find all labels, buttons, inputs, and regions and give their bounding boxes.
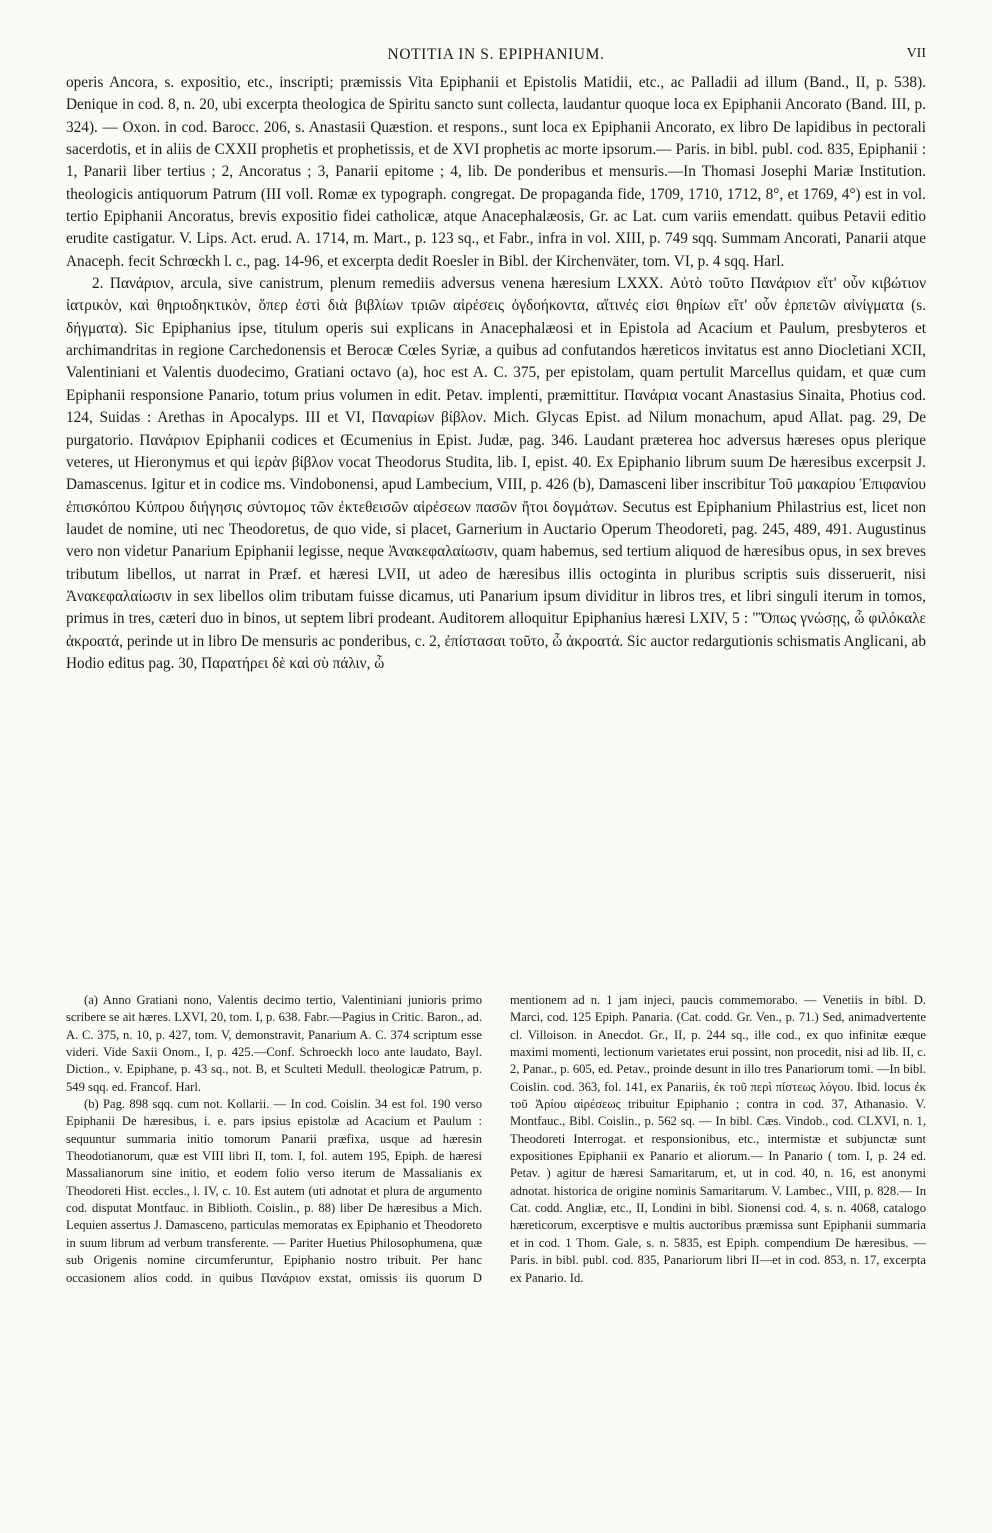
footnote-a: (a) Anno Gratiani nono, Valentis decimo tertio, Valentiniani junioris primo scribere se ait hæres. LXVI, 20, tom. I, p. 638. Fabr.—Pagius in Critic. Baron., ad. A. C. 375, n. 10, p. 427, tom. V, demonstravit, Panarium A. C. 374 scriptum esse videri. Vide Saxii Onom., I, p. 425.—Conf. Schroeckh loco ante laudato, Bayl. Diction., v. Epiphane, p. 43 sq., not. B, et Sculteti Medull. theologicæ Patrum, p. 549 sqq. ed. Francof. Harl. (66, 993, 482, 1094)
main-text (66, 72, 926, 912)
page-number: VII (906, 46, 926, 61)
running-header (66, 46, 926, 70)
running-title: NOTITIA IN S. EPIPHANIUM. (387, 46, 605, 63)
footnotes (66, 992, 926, 1514)
paragraph-2: 2. Πανάριον, arcula, sive canistrum, plenum remediis adversus venena hæresium LXXX. Αὐτὸ τοῦτο Πανάριον εἴτ' οὖν κιβώτιον ἰατρικὸν, καὶ θηριοδηκτικὸν, ὅπερ ἐστὶ διὰ βιβλίων τριῶν αἱρέσεις ὀγδοήκοντα, αἵτινές εἰσι θηρίων εἴτ' οὖν ἑρπετῶν αἰνίγματα (s. δήγματα). Sic Epiphanius ipse, titulum operis sui explicans in Anacephalæosi et in Epistola ad Acacium et Paulum, presbyteros et archimandritas in regione Carchedonensis et Berocæ Cœles Syriæ, a quibus ad confutandos hæreticos invitatus est anno Diocletiani XCII, Valentiniani et Valentis duodecimo, Gratiani octavo (a), hoc est A. C. 375, per epistolam, quam pertulit Marcellus quidam, et quæ cum Epiphanii responsione Panario, totum prius volumen in edit. Petav. implenti, præmittitur. Πανάρια vocant Anastasius Sinaita, Photius cod. 124, Suidas : Arethas in Apocalyps. III et VI, Παναρίων βίβλον. Mich. Glycas Epist. ad Nilum monachum, apud Allat. pag. 29, De purgatorio. Πανάριον Epiphanii codices et Œcumenius in Epist. Judæ, pag. 346. Laudant præterea hoc adversus hæreses opus plerique veteres, ut Hieronymus et qui ἱερὰν βίβλον vocat Theodorus Studita, lib. I, epist. 40. Ex Epiphanio librum suum De hæresibus excerpsit J. Damascenus. Igitur et in codice ms. Vindobonensi, apud Lambecium, VIII, p. 426 (b), Damasceni liber inscribitur Τοῦ μακαρίου Ἐπιφανίου ἐπισκόπου Κύπρου διήγησις σύντομος τῶν ἐκτεθεισῶν αἱρέσεων πασῶν ἤτοι δογμάτων. Secutus est Epiphanium Philastrius est, licet non laudet de nomine, uti nec Theodoretus, de quo vide, si placet, Garnerium in Auctario Operum Theodoreti, pag. 245, 489, 491. Augustinus vero non videtur Panarium Epiphanii legisse, neque Ἀνακεφαλαίωσιν, quam habemus, sed tertium aliquod de hæresibus opus, in sex breves tributum libellos, ut narrat in Præf. et hæresi LVII, ut adeo de hæresibus illis octoginta in pluribus scriptis suis disseruerit, nisi Ἀνακεφαλαίωσιν in sex libellos olim tributam fuisse dicamus, uti Panarium ipsum dividitur in libros tres, et libri singuli iterum in tomos, primus in tres, cæteri duo in binos, ut septem libri prodeant. Auditorem alloquitur Epiphanius hæresi LXIV, 5 : "Ὅπως γνώσῃς, ὦ φιλόκαλε ἀκροατά, perinde ut in libro De mensuris ac ponderibus, c. 2, ἐπίστασαι τοῦτο, ὦ ἀκροατά. Sic auctor redargutionis schismatis Anglicani, ab Hodio editus pag. 30, Παρατήρει δὲ καὶ σὺ πάλιν, ὦ (66, 275, 926, 672)
footnote-b: (b) Pag. 898 sqq. cum not. Kollarii. — In cod. Coislin. 34 est fol. 190 verso Epiphanii De hæresibus, i. e. pars ipsius epistolæ ad Acacium et Paulum : sequuntur summaria initio tomorum Panarii præfixa, usque ad hæresin Theodotianorum, quæ est VIII libri II, tom. I, fol. autem 195, Epiph. de hæresi Massalianorum sine initio, et eodem folio verso iterum de Massalianis ex Theodoreti Hist. eccles., l. IV, c. 10. Est autem (uti adnotat et plura de argumento cod. disputat Montfauc. in Biblioth. Coislin., p. 88) liber De hæresibus a Mich. Lequien assertus J. Damasceno, particulas memoratas ex Epiphanio et Theodoreto in suum librum ad verbum transferente. — Pariter Huetius Philosophumena, quæ sub Origenis nomine circumferuntur, Epiphanio nostro tribuit. Per hanc occasionem alios codd. in quibus Πανάριον exstat, omissis iis quorum D mentionem ad n. 1 jam injeci, paucis commemorabo. — Venetiis in bibl. D. Marci, cod. 125 Epiph. Panaria. (Cat. codd. Gr. Ven., p. 71.) Sed, animadvertente cl. Villoison. in Anecdot. Gr., II, p. 244 sq., ille cod., ex quo infinitæ eæque maximi momenti, lectionum varietates erui possint, non procedit, nisi ad lib. II, c. 2, Panar., p. 605, ed. Petav., proinde desunt in illo tres Panariorum tomi. —In bibl. Coislin. cod. 363, fol. 141, ex Panariis, ἐκ τοῦ περὶ πίστεως λόγου. Ibid. locus ἐκ τοῦ Ἀρίου αἱρέσεως tribuitur Epiphanio ; contra in cod. 37, Athanasio. V. Montfauc., Bibl. Coislin., p. 562 sq. — In bibl. Cæs. Vindob., cod. CLXVI, n. 1, Theodoreti Interrogat. et responsionibus, etc., intermistæ et subjunctæ sunt expositiones Epiphanii ex Panario et aliorum.— In Panario ( tom. I, p. 24 ed. Petav. ) agitur de hæresi Samaritarum, et, ut in cod. 40, n. 16, est anonymi adnotat. historica de origine nominis Samaritarum. V. Lambec., VIII, p. 828.— In Cat. codd. Angliæ, etc., II, Londini in bibl. Sionensi cod. 4, s. n. 4068, catalogo hæreticorum, excerptisve e multis auctoribus præmissa sunt Epiphanii summaria et in cod. 1 Thom. Gale, s. n. 5835, est Epiph. compendium De hæresibus. — Paris. in bibl. publ. cod. 835, Panariorum libri II—et in cod. 853, n. 17, excerpta ex Panario. Id. (66, 993, 926, 1285)
paragraph-1: operis Ancora, s. expositio, etc., inscripti; præmissis Vita Epiphanii et Epistolis Matidii, etc., ac Palladii ad illum (Band., II, p. 538). Denique in cod. 8, n. 20, ubi excerpta theologica de Spiritu sancto sunt collecta, laudantur quoque loca ex Epiphanii Ancorato (Band. III, p. 324). — Oxon. in cod. Barocc. 206, s. Anastasii Quæstion. et respons., sunt loca ex Epiphanii Ancorato, ex libro De lapidibus in pectorali sacerdotis, et in aliis de CXXII prophetis et prophetissis, et de XVI prophetis ac morte ipsorum.— Paris. in bibl. publ. cod. 835, Epiphanii : 1, Panarii liber tertius ; 2, Ancoratus ; 3, Panarii epitome ; 4, lib. De ponderibus et mensuris.—In Thomasi Josephi Mariæ Institution. theologicis antiquorum Patrum (III voll. Romæ ex typograph. congregat. De propaganda fide, 1709, 1710, 1712, 8°, et 1769, 4°) est in vol. tertio Epiphanii Ancoratus, brevis expositio fidei catholicæ, atque Anacephalæosis, Gr. ac Lat. cum variis emendatt. quibus Petavii editio erudite castigatur. V. Lips. Act. erud. A. 1714, m. Mart., p. 123 sq., et Fabr., infra in vol. XIII, p. 749 sqq. Summam Ancorati, Panarii atque Anaceph. fecit Schrœckh l. c., pag. 14-96, et excerpta dedit Roesler in Bibl. der Kirchenväter, tom. VI, p. 4 sqq. Harl. (66, 74, 926, 270)
